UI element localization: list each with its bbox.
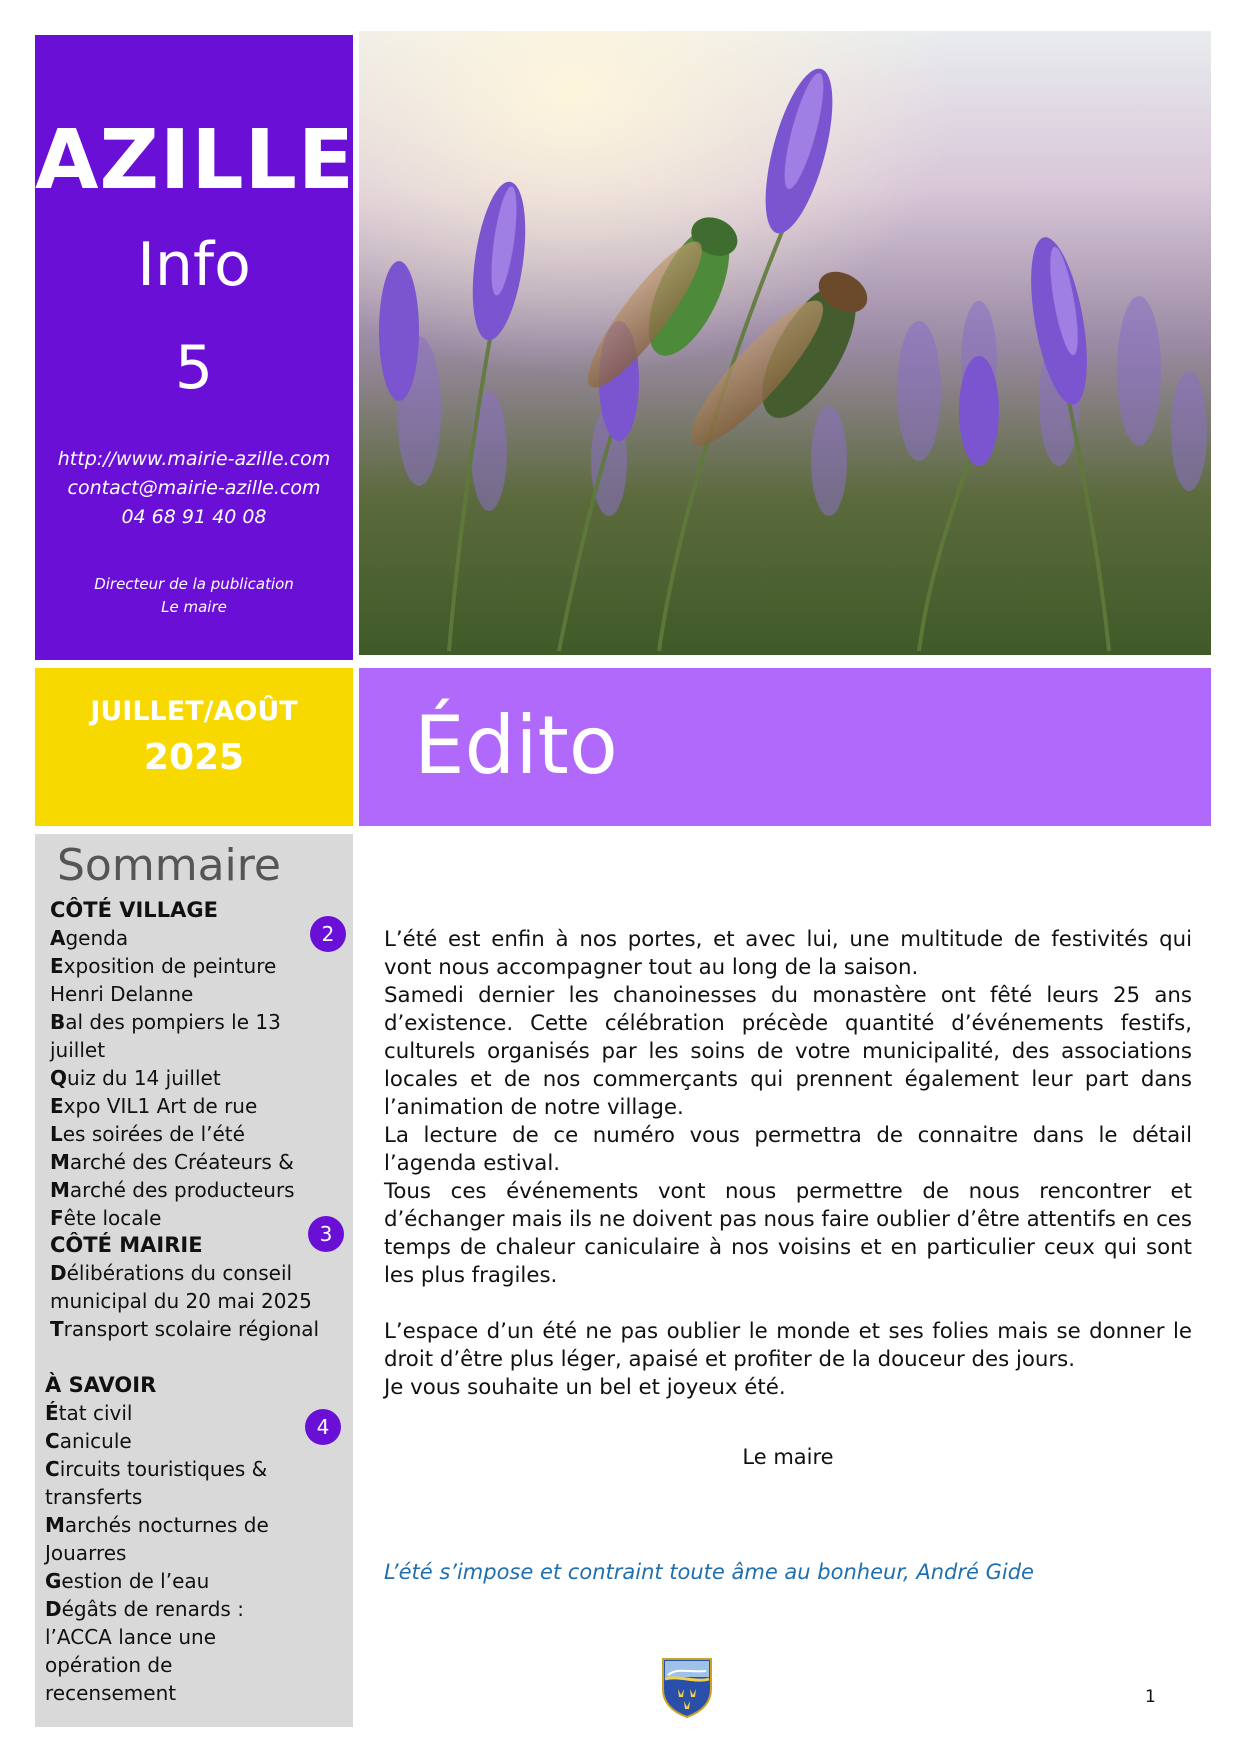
sommaire-item-label: élibérations du conseil municipal du 20 mai 2025	[50, 1261, 312, 1313]
sommaire-item-label: ircuits touristiques & transferts	[45, 1457, 268, 1509]
sommaire-item-initial: T	[50, 1317, 64, 1341]
sommaire-item[interactable]	[50, 1120, 320, 1148]
director-name: Le maire	[161, 598, 227, 616]
issue-number: 5	[174, 333, 214, 403]
sommaire-item-initial: D	[45, 1597, 62, 1621]
edito-banner	[359, 668, 1211, 826]
sommaire-item[interactable]	[50, 1204, 320, 1232]
sommaire-item[interactable]	[50, 1176, 320, 1204]
article-paragraph: L’espace d’un été ne pas oublier le monde et ses folies mais se donner le droit d’être plus léger, apaisé et profiter de la douceur des jours.	[384, 1319, 1192, 1372]
sommaire-item[interactable]	[45, 1455, 300, 1511]
edito-article	[384, 926, 1192, 1402]
sommaire-item[interactable]	[50, 1064, 320, 1092]
article-signature: Le maire	[742, 1445, 834, 1469]
sommaire-item-label: arché des producteurs	[69, 1178, 295, 1202]
sommaire-item-label: estion de l’eau	[61, 1569, 210, 1593]
sommaire-item-label: tat civil	[58, 1401, 133, 1425]
sommaire-item-initial: C	[45, 1429, 60, 1453]
article-paragraph: La lecture de ce numéro vous permettra de connaitre dans le détail l’agenda estival.	[384, 1123, 1192, 1176]
sommaire-item[interactable]	[50, 1315, 335, 1343]
issue-month: JUILLET/AOÛT	[90, 696, 298, 727]
sommaire-item[interactable]	[45, 1567, 300, 1595]
sommaire-item-label: genda	[65, 926, 129, 950]
sommaire-item-label: xposition de peinture Henri Delanne	[50, 954, 277, 1006]
sommaire-item-initial: B	[50, 1010, 66, 1034]
publication-director	[35, 573, 353, 619]
edito-title: Édito	[414, 699, 618, 792]
sommaire-item-initial: A	[50, 926, 66, 950]
sommaire-item[interactable]	[50, 1259, 335, 1315]
sommaire-item-initial: Q	[50, 1066, 68, 1090]
page-badge-4[interactable]: 4	[305, 1409, 341, 1445]
sommaire-item[interactable]	[45, 1595, 300, 1707]
cover-photo	[359, 31, 1211, 655]
section-list-mairie	[50, 1259, 335, 1343]
section-list-village	[50, 924, 320, 1232]
sommaire-item-label: arché des Créateurs &	[69, 1150, 294, 1174]
phone-number: 04 68 91 40 08	[121, 506, 267, 528]
table-of-contents	[35, 834, 353, 1727]
sommaire-item-label: xpo VIL1 Art de rue	[63, 1094, 258, 1118]
article-quote: L’été s’impose et contraint toute âme au bonheur, André Gide	[384, 1560, 1034, 1584]
newsletter-title: AZILLE	[35, 113, 355, 208]
village-crest-icon	[660, 1655, 714, 1719]
sommaire-item-initial: D	[50, 1261, 67, 1285]
section-heading-savoir: À SAVOIR	[45, 1373, 157, 1397]
article-paragraph: L’été est enfin à nos portes, et avec lui, une multitude de festivités qui vont nous accompagner tout au long de la saison.	[384, 927, 1192, 980]
issue-year: 2025	[143, 737, 245, 778]
sommaire-item-initial: E	[50, 1094, 64, 1118]
page-badge-3[interactable]: 3	[308, 1216, 344, 1252]
article-paragraph: Samedi dernier les chanoinesses du monastère ont fêté leurs 25 ans d’existence. Cette célébration précède quantité d’événements festifs, culturels organisés par les soins de votre municipalité, des associations locales et de nos commerçants qui prennent également leur part dans l’animation de notre village.	[384, 983, 1192, 1120]
issue-date	[35, 668, 353, 826]
sommaire-item-initial: É	[45, 1401, 59, 1425]
sommaire-item-initial: G	[45, 1569, 62, 1593]
sommaire-item-label: archés nocturnes de Jouarres	[45, 1513, 269, 1565]
sommaire-item-label: es soirées de l’été	[62, 1122, 245, 1146]
newsletter-subtitle: Info	[137, 230, 251, 300]
sommaire-item[interactable]	[50, 1008, 320, 1064]
contact-info	[35, 445, 353, 532]
director-label: Directeur de la publication	[94, 575, 294, 593]
sommaire-item[interactable]	[50, 1092, 320, 1120]
sommaire-item-initial: M	[50, 1178, 70, 1202]
sommaire-item[interactable]	[50, 952, 320, 1008]
sommaire-item-initial: M	[45, 1513, 65, 1537]
sommaire-item-initial: M	[50, 1150, 70, 1174]
page-number: 1	[1145, 1687, 1156, 1707]
sommaire-item[interactable]	[45, 1511, 300, 1567]
sommaire-item-label: al des pompiers le 13 juillet	[50, 1010, 281, 1062]
section-heading-mairie: CÔTÉ MAIRIE	[50, 1233, 203, 1257]
website-link[interactable]: http://www.mairie-azille.com	[57, 448, 331, 470]
masthead	[35, 35, 353, 660]
sommaire-item-initial: C	[45, 1457, 60, 1481]
sommaire-item[interactable]	[50, 924, 320, 952]
sommaire-item-initial: E	[50, 954, 64, 978]
section-heading-village: CÔTÉ VILLAGE	[50, 898, 218, 922]
sommaire-item-label: uiz du 14 juillet	[67, 1066, 221, 1090]
sommaire-item-initial: L	[50, 1122, 63, 1146]
page-badge-2[interactable]: 2	[310, 916, 346, 952]
email-link[interactable]: contact@mairie-azille.com	[67, 477, 321, 499]
sommaire-item-label: égâts de renards : l’ACCA lance une opération de recensement	[45, 1597, 244, 1705]
article-paragraph: Tous ces événements vont nous permettre de nous rencontrer et d’échanger mais ils ne doivent pas nous faire oublier d’être attentifs en ces temps de chaleur caniculaire à nos voisins et en particulier ceux qui sont les plus fragiles.	[384, 1179, 1192, 1288]
article-paragraph	[384, 1290, 1192, 1318]
section-list-savoir	[45, 1399, 300, 1707]
sommaire-item[interactable]	[45, 1427, 300, 1455]
sommaire-item-label: anicule	[59, 1429, 132, 1453]
sommaire-title: Sommaire	[57, 840, 281, 891]
sommaire-item-label: ête locale	[63, 1206, 162, 1230]
sommaire-item-initial: F	[50, 1206, 64, 1230]
sommaire-item[interactable]	[50, 1148, 320, 1176]
article-paragraph: Je vous souhaite un bel et joyeux été.	[384, 1375, 786, 1400]
sommaire-item-label: ransport scolaire régional	[63, 1317, 320, 1341]
sommaire-item[interactable]	[45, 1399, 300, 1427]
